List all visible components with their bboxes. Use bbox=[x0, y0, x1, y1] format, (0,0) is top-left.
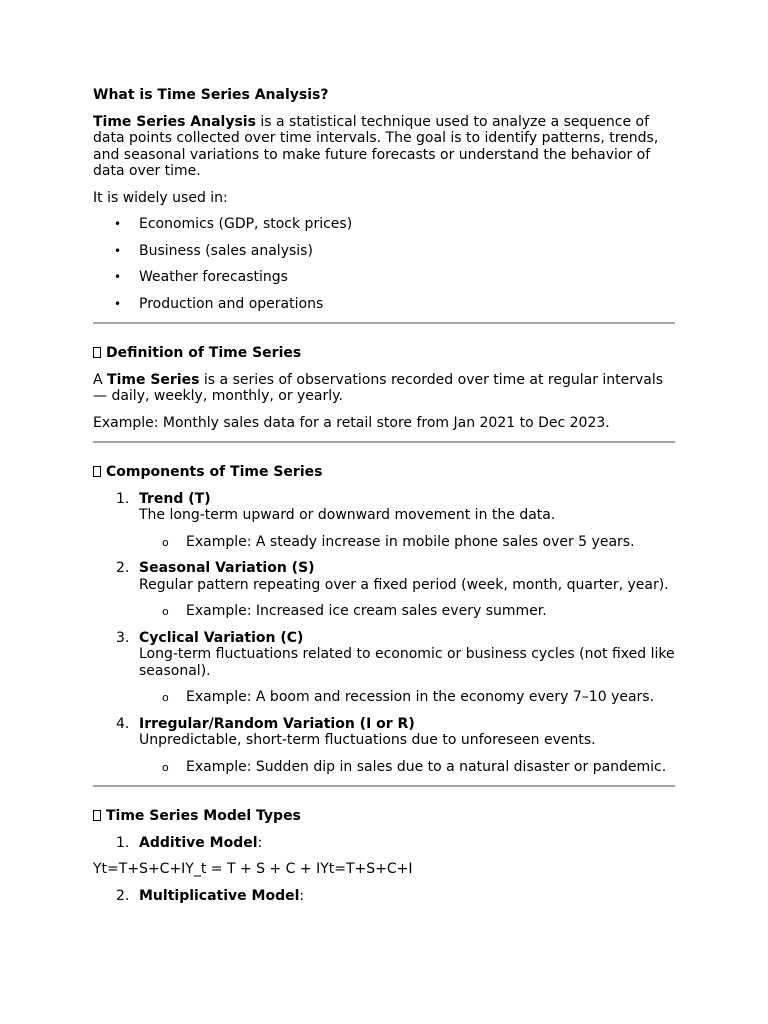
models-list-continued bbox=[93, 888, 675, 905]
list-item: • Production and operations bbox=[114, 295, 324, 312]
list-item: 1. Additive Model: bbox=[116, 834, 263, 851]
intro-definition-text: is a statistical technique used to analyze a sequence of data points collected over time intervals. The goal is to identify patterns, trends, and seasonal variations to make future forecasts or understand the behavior of data over time. bbox=[93, 113, 659, 179]
circle-bullet-icon: o bbox=[162, 605, 169, 618]
circle-bullet-icon: o bbox=[162, 760, 169, 774]
missing-glyph-icon bbox=[93, 810, 101, 821]
component-description: Regular pattern repeating over a fixed period (week, month, quarter, year). bbox=[139, 576, 669, 593]
list-item: o Example: A steady increase in mobile phone sales over 5 years. bbox=[162, 533, 635, 550]
list-item: 3. Cyclical Variation (C) Long-term fluctuations related to economic or business cycles (not fixed like seasonal). o Example: A boom and recession in the economy every 7–10 years. bbox=[116, 629, 675, 705]
bullet-icon: • bbox=[114, 217, 122, 231]
list-item: o Example: Sudden dip in sales due to a natural disaster or pandemic. bbox=[162, 758, 667, 775]
list-item: o Example: Increased ice cream sales every summer. bbox=[162, 603, 547, 619]
intro-term: Time Series Analysis bbox=[93, 113, 256, 130]
components-heading: Components of Time Series bbox=[93, 464, 675, 481]
list-item: o Example: A boom and recession in the economy every 7–10 years. bbox=[162, 689, 655, 705]
list-item: 2. Multiplicative Model: bbox=[116, 887, 305, 904]
component-title: Cyclical Variation (C) bbox=[139, 629, 304, 646]
additive-formula: Yt=T+S+C+IY_t = T + S + C + IYt=T+S+C+I bbox=[93, 861, 413, 877]
component-description: Long-term fluctuations related to economic or business cycles (not fixed like seasonal). bbox=[139, 646, 675, 679]
component-title: Trend (T) bbox=[139, 490, 211, 507]
component-title: Seasonal Variation (S) bbox=[139, 560, 315, 576]
circle-bullet-icon: o bbox=[162, 535, 169, 549]
list-item: 4. Irregular/Random Variation (I or R) Unpredictable, short-term fluctuations due to unforeseen events. o Example: Sudden dip in sales due to a natural disaster or pandemic. bbox=[93, 716, 675, 776]
circle-bullet-icon: o bbox=[162, 691, 169, 704]
definition-example: Example: Monthly sales data for a retail store from Jan 2021 to Dec 2023. bbox=[93, 414, 610, 431]
uses-list bbox=[93, 216, 675, 312]
list-item: • Economics (GDP, stock prices) bbox=[114, 216, 353, 232]
models-list bbox=[93, 835, 675, 852]
component-description: Unpredictable, short-term fluctuations due to unforeseen events. bbox=[139, 732, 596, 748]
component-description: The long-term upward or downward movement in the data. bbox=[139, 507, 556, 523]
model-title: Additive Model bbox=[139, 834, 258, 851]
bullet-icon: • bbox=[114, 243, 122, 258]
models-heading: Time Series Model Types bbox=[93, 808, 675, 825]
intro-paragraph bbox=[93, 114, 675, 180]
missing-glyph-icon bbox=[93, 347, 101, 358]
definition-paragraph: A Time Series is a series of observations recorded over time at regular intervals — daily, weekly, monthly, or yearly. bbox=[93, 371, 664, 404]
list-item: • Business (sales analysis) bbox=[114, 242, 313, 259]
list-item: 2. Seasonal Variation (S) Regular pattern repeating over a fixed period (week, month, quarter, year). o Example: Increased ice cream sales every summer. bbox=[93, 560, 675, 620]
list-item: 1. Trend (T) The long-term upward or downward movement in the data. o Example: A steady increase in mobile phone sales over 5 years. bbox=[93, 491, 675, 551]
list-item: • Weather forecastings bbox=[114, 269, 288, 285]
components-list bbox=[93, 491, 675, 776]
missing-glyph-icon bbox=[93, 466, 101, 477]
component-title: Irregular/Random Variation (I or R) bbox=[139, 715, 415, 732]
intro-heading: What is Time Series Analysis? bbox=[93, 87, 329, 103]
document-content bbox=[93, 87, 675, 904]
uses-lead-text: It is widely used in: bbox=[93, 189, 228, 206]
bullet-icon: • bbox=[114, 270, 122, 284]
bullet-icon: • bbox=[114, 296, 122, 311]
definition-heading: Definition of Time Series bbox=[93, 345, 675, 362]
definition-term: Time Series bbox=[107, 371, 200, 388]
model-title: Multiplicative Model bbox=[139, 887, 300, 904]
